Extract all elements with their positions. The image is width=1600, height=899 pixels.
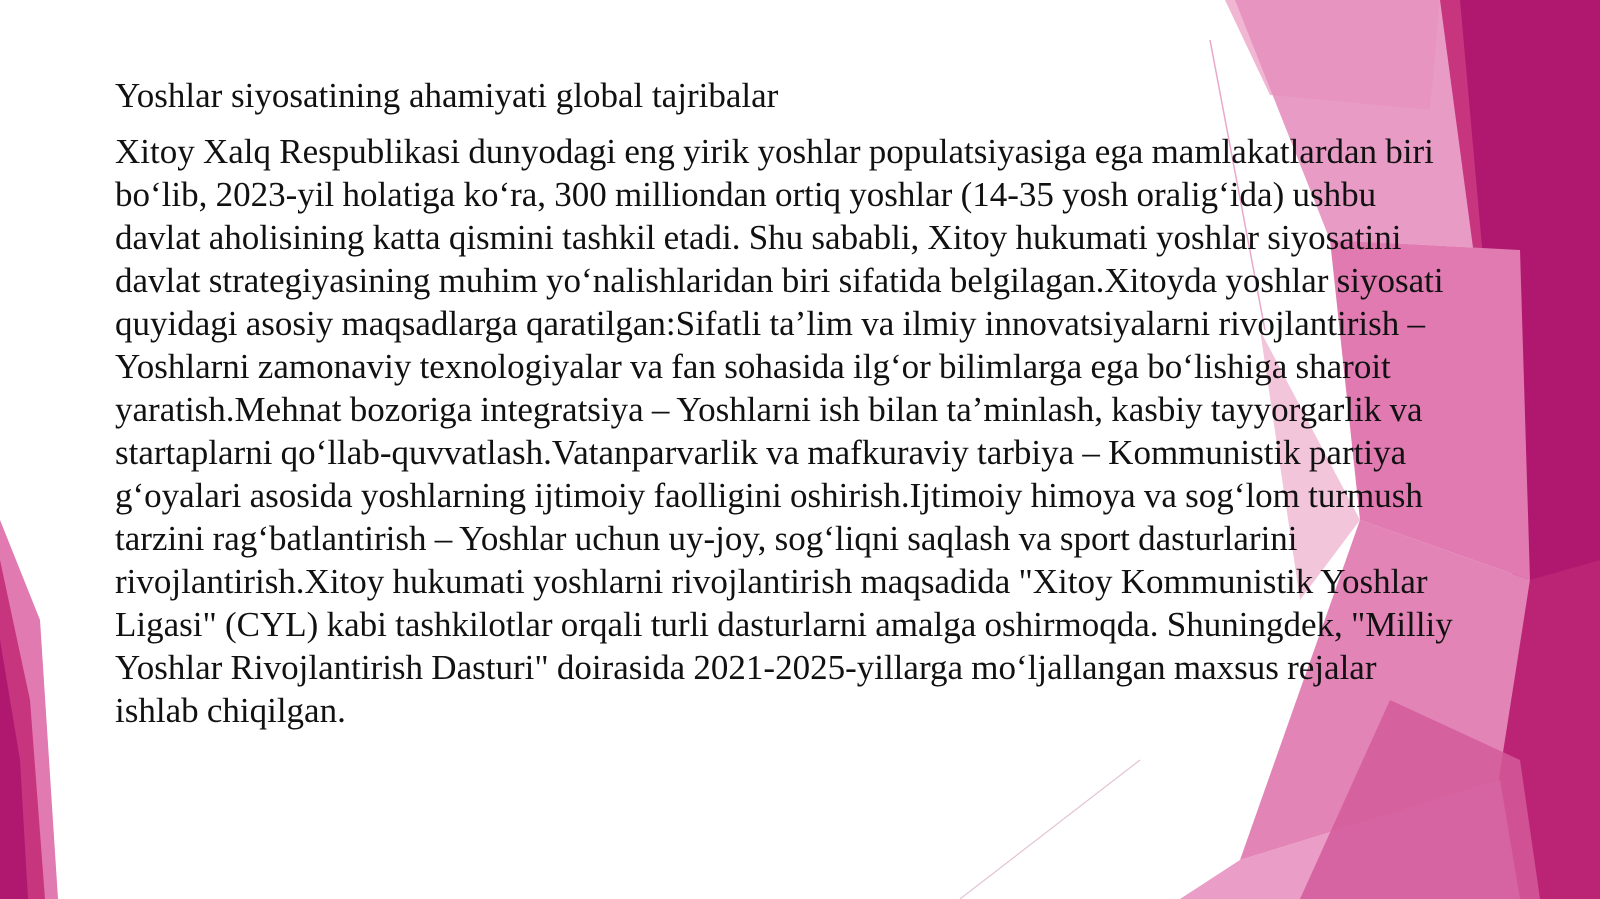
slide-body-text: Xitoy Xalq Respublikasi dunyodagi eng yirik yoshlar populatsiyasiga ega mamlakatlardan biri bo‘lib, 2023-yil holatiga ko‘ra, 300 milliondan ortiq yoshlar (14-35 yosh oralig‘ida) ushbu davlat aholisining katta qismini tashkil etadi. Shu sababli, Xitoy hukumati yoshlar siyosatini davlat strategiyasining muhim yo‘nalishlaridan biri sifatida belgilagan.Xitoyda yoshlar siyosati quyidagi asosiy maqsadlarga qaratilgan:Sifatli ta’lim va ilmiy innovatsiyalarni rivojlantirish – Yoshlarni zamonaviy texnologiyalar va fan sohasida ilg‘or bilimlarga ega bo‘lishiga sharoit yaratish.Mehnat bozoriga integratsiya – Yoshlarni ish bilan ta’minlash, kasbiy tayyorgarlik va startaplarni qo‘llab-quvvatlash.Vatanparvarlik va mafkuraviy tarbiya – Kommunistik partiya g‘oyalari asosida yoshlarning ijtimoiy faolligini oshirish.Ijtimoiy himoya va sog‘lom turmush tarzini rag‘batlantirish – Yoshlar uchun uy-joy, sog‘liqni saqlash va sport dasturlarini rivojlantirish.Xitoy hukumati yoshlarni rivojlantirish maqsadida "Xitoy Kommunistik Yoshlar Ligasi" (CYL) kabi tashkilotlar orqali turli dasturlarni amalga oshirmoqda. Shuningdek, "Milliy Yoshlar Rivojlantirish Dasturi" doirasida 2021-2025-yillarga mo‘ljallangan maxsus rejalar ishlab chiqilgan. (115, 132, 1453, 730)
slide-content (115, 74, 1465, 732)
decor-line-lower (960, 760, 1140, 899)
slide-title: Yoshlar siyosatining ahamiyati global tajribalar (115, 76, 779, 115)
